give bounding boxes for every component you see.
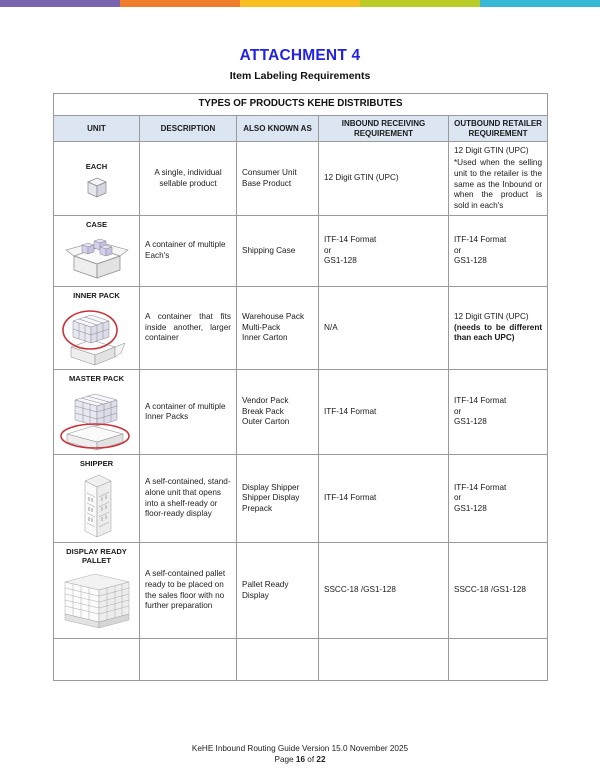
page-title: ATTACHMENT 4 bbox=[239, 47, 361, 64]
inbound-cell: 12 Digit GTIN (UPC) bbox=[319, 142, 449, 216]
top-color-bar bbox=[0, 0, 600, 7]
description-cell: A single, individual sellable product bbox=[140, 142, 237, 216]
table-empty-row bbox=[54, 639, 548, 681]
description-cell: A container that fits inside another, larger container bbox=[140, 287, 237, 370]
outbound-line: ITF-14 Format bbox=[454, 482, 507, 492]
description-cell: A container of multiple Inner Packs bbox=[140, 370, 237, 455]
unit-name: INNER PACK bbox=[73, 291, 120, 300]
header-outbound: OUTBOUND RETAILER REQUIREMENT bbox=[449, 116, 548, 142]
total-pages: 22 bbox=[316, 754, 326, 764]
outbound-line: or bbox=[454, 406, 462, 416]
outbound-cell bbox=[449, 370, 548, 455]
unit-cell bbox=[54, 543, 140, 639]
page-footer bbox=[0, 744, 600, 765]
inbound-line: ITF-14 Format bbox=[324, 235, 377, 245]
outbound-line: 12 Digit GTIN (UPC) bbox=[454, 312, 529, 322]
aka-cell bbox=[237, 370, 319, 455]
unit-cell bbox=[54, 142, 140, 216]
inbound-cell: ITF-14 Format bbox=[319, 455, 449, 543]
unit-name: EACH bbox=[85, 162, 108, 172]
outbound-line: GS1-128 bbox=[454, 504, 487, 514]
aka-cell bbox=[237, 455, 319, 543]
inbound-cell bbox=[319, 216, 449, 287]
unit-cell bbox=[54, 216, 140, 287]
table-caption: TYPES OF PRODUCTS KEHE DISTRIBUTES bbox=[54, 94, 548, 116]
outbound-line: 12 Digit GTIN (UPC) bbox=[454, 145, 529, 155]
inbound-cell: ITF-14 Format bbox=[319, 370, 449, 455]
aka-cell: Shipping Case bbox=[237, 216, 319, 287]
aka-line: Outer Carton bbox=[242, 417, 290, 427]
outbound-bold-note: (needs to be different than each UPC) bbox=[454, 322, 543, 343]
aka-line: Pallet Ready bbox=[242, 580, 289, 590]
empty-cell bbox=[319, 639, 449, 681]
aka-cell bbox=[237, 287, 319, 370]
table-header-row bbox=[54, 116, 548, 142]
table-row-master-pack bbox=[54, 370, 548, 455]
aka-cell bbox=[237, 142, 319, 216]
aka-line: Prepack bbox=[242, 504, 273, 514]
outbound-cell bbox=[449, 455, 548, 543]
aka-line: Display bbox=[242, 590, 269, 600]
shipper-display-icon bbox=[77, 471, 117, 541]
aka-line: Shipper Display bbox=[242, 493, 300, 503]
outbound-line: GS1-128 bbox=[454, 417, 487, 427]
unit-cell bbox=[54, 455, 140, 543]
single-box-icon bbox=[84, 175, 110, 199]
case-box-icon bbox=[64, 232, 130, 282]
outbound-line: ITF-14 Format bbox=[454, 235, 507, 245]
description-cell: A self-contained, stand-alone unit that opens into a shelf-ready or floor-ready display bbox=[140, 455, 237, 543]
aka-line: Warehouse Pack bbox=[242, 312, 305, 322]
unit-name: MASTER PACK bbox=[68, 374, 125, 384]
inbound-cell: SSCC-18 /GS1-128 bbox=[319, 543, 449, 639]
aka-line: Display Shipper bbox=[242, 482, 300, 492]
table-row-shipper bbox=[54, 455, 548, 543]
aka-line: Inner Carton bbox=[242, 333, 288, 343]
inbound-line: or bbox=[324, 245, 332, 255]
outbound-line: ITF-14 Format bbox=[454, 396, 507, 406]
header-description: DESCRIPTION bbox=[140, 116, 237, 142]
top-bar-segment-green bbox=[360, 0, 480, 7]
outbound-note: *Used when the selling unit to the retailer is the same as the Inbound or when the product is sold in each's bbox=[454, 158, 543, 210]
page-label: Page bbox=[274, 754, 294, 764]
table-row-each bbox=[54, 142, 548, 216]
header-inbound: INBOUND RECEIVING REQUIREMENT bbox=[319, 116, 449, 142]
empty-cell bbox=[54, 639, 140, 681]
table-row-display-ready-pallet bbox=[54, 543, 548, 639]
outbound-cell bbox=[449, 216, 548, 287]
aka-line: Consumer Unit bbox=[242, 167, 297, 177]
description-cell: A self-contained pallet ready to be placed on the sales floor with no further preparation bbox=[140, 543, 237, 639]
outbound-line: or bbox=[454, 493, 462, 503]
product-types-table bbox=[53, 93, 548, 681]
top-bar-segment-yellow bbox=[240, 0, 360, 7]
pallet-icon bbox=[59, 568, 135, 634]
header-unit: UNIT bbox=[54, 116, 140, 142]
unit-name: CASE bbox=[85, 220, 108, 229]
top-bar-segment-orange bbox=[120, 0, 240, 7]
top-bar-segment-cyan bbox=[480, 0, 600, 7]
page-subtitle: Item Labeling Requirements bbox=[229, 70, 371, 82]
empty-cell bbox=[140, 639, 237, 681]
aka-line: Vendor Pack bbox=[242, 396, 289, 406]
master-pack-icon bbox=[59, 386, 135, 454]
description-cell: A container of multiple Each's bbox=[140, 216, 237, 287]
footer-guide-version: KeHE Inbound Routing Guide Version 15.0 November 2025 bbox=[191, 744, 409, 753]
unit-cell bbox=[54, 370, 140, 455]
inner-pack-icon bbox=[61, 303, 133, 369]
aka-cell bbox=[237, 543, 319, 639]
header-also-known-as: ALSO KNOWN AS bbox=[237, 116, 319, 142]
unit-cell bbox=[54, 287, 140, 370]
unit-name: DISPLAY READY PALLET bbox=[66, 547, 127, 566]
top-bar-segment-purple bbox=[0, 0, 120, 7]
empty-cell bbox=[237, 639, 319, 681]
unit-name: SHIPPER bbox=[79, 459, 114, 469]
inbound-line: GS1-128 bbox=[324, 256, 357, 266]
outbound-cell: SSCC-18 /GS1-128 bbox=[449, 543, 548, 639]
outbound-line: GS1-128 bbox=[454, 256, 487, 266]
outbound-cell bbox=[449, 142, 548, 216]
inbound-cell: N/A bbox=[319, 287, 449, 370]
table-row-inner-pack bbox=[54, 287, 548, 370]
aka-line: Multi-Pack bbox=[242, 322, 281, 332]
outbound-cell bbox=[449, 287, 548, 370]
table-row-case bbox=[54, 216, 548, 287]
current-page: 16 bbox=[295, 754, 305, 764]
outbound-line: or bbox=[454, 245, 462, 255]
aka-line: Base Product bbox=[242, 178, 292, 188]
aka-line: Break Pack bbox=[242, 406, 284, 416]
page-of-label: of bbox=[307, 754, 315, 764]
empty-cell bbox=[449, 639, 548, 681]
footer-page-number bbox=[0, 755, 600, 766]
